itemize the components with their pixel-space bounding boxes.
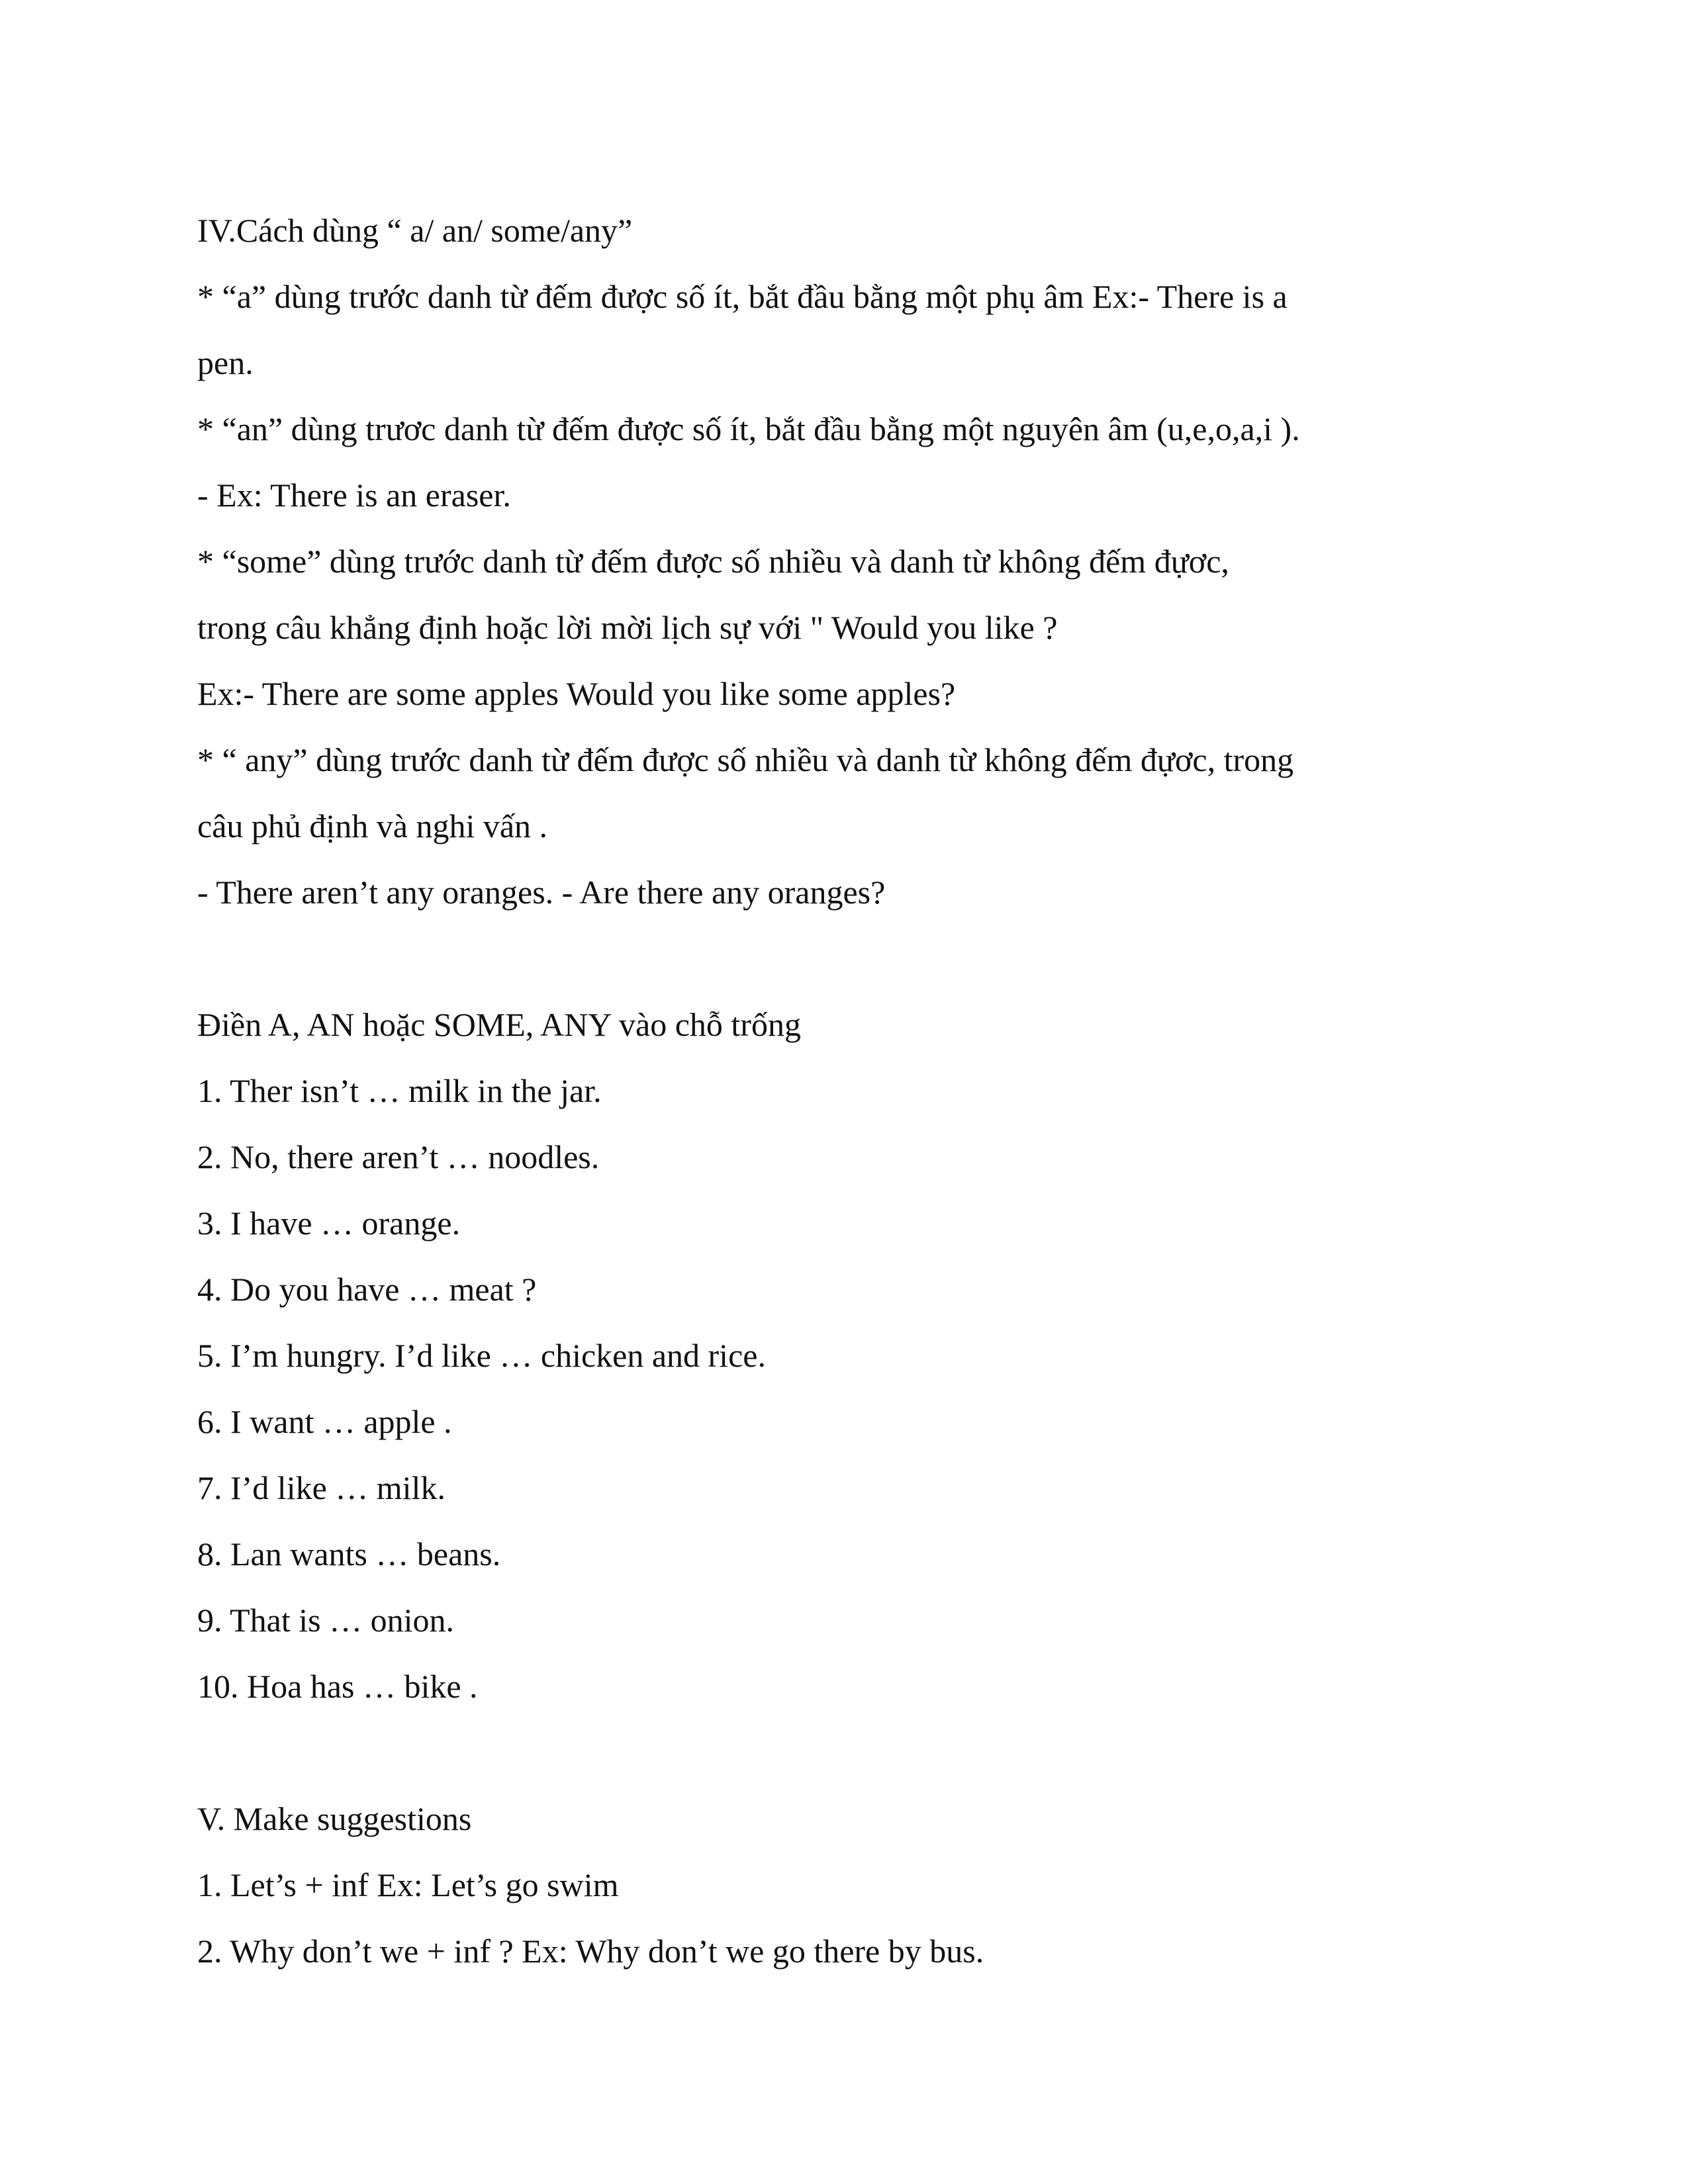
section-v-title: V. Make suggestions: [197, 1800, 472, 1837]
exercise-item: 7. I’d like … milk.: [197, 1469, 445, 1506]
document-body: [197, 197, 1495, 1984]
any-rule-line-1: * “ any” dùng trước danh từ đếm được số nhiều và danh từ không đếm đựơc, trong: [197, 741, 1294, 778]
paragraph-gap: [197, 1719, 1495, 1786]
any-rule-line-2: câu phủ định và nghi vấn .: [197, 807, 548, 844]
an-example: - Ex: There is an eraser.: [197, 477, 511, 514]
some-example: Ex:- There are some apples Would you like some apples?: [197, 675, 956, 712]
suggestion-item: 2. Why don’t we + inf ? Ex: Why don’t we go there by bus.: [197, 1933, 984, 1970]
exercise-item: 3. I have … orange.: [197, 1205, 461, 1242]
paragraph-gap: [197, 925, 1495, 991]
exercise-item: 5. I’m hungry. I’d like … chicken and rice.: [197, 1337, 766, 1374]
section-iv-title: IV.Cách dùng “ a/ an/ some/any”: [197, 212, 633, 249]
any-example: - There aren’t any oranges. - Are there any oranges?: [197, 874, 886, 911]
exercise-item: 1. Ther isn’t … milk in the jar.: [197, 1072, 602, 1109]
exercise-item: 6. I want … apple .: [197, 1403, 452, 1440]
a-rule-line-2: pen.: [197, 344, 254, 381]
some-rule-line-2: trong câu khẳng định hoặc lời mời lịch sự với " Would you like ?: [197, 609, 1058, 646]
exercise-title: Điền A, AN hoặc SOME, ANY vào chỗ trống: [197, 1006, 801, 1043]
exercise-item: 4. Do you have … meat ?: [197, 1271, 537, 1308]
exercise-item: 10. Hoa has … bike .: [197, 1668, 478, 1705]
some-rule-line-1: * “some” dùng trước danh từ đếm được số nhiều và danh từ không đếm đựơc,: [197, 543, 1229, 580]
a-rule-line-1: * “a” dùng trước danh từ đếm được số ít, bắt đầu bằng một phụ âm Ex:- There is a: [197, 278, 1288, 315]
exercise-item: 9. That is … onion.: [197, 1602, 454, 1639]
exercise-item: 2. No, there aren’t … noodles.: [197, 1138, 600, 1175]
an-rule: * “an” dùng trươc danh từ đếm được số ít, bắt đầu bằng một nguyên âm (u,e,o,a,i ).: [197, 410, 1300, 447]
suggestion-item: 1. Let’s + inf Ex: Let’s go swim: [197, 1866, 619, 1903]
exercise-item: 8. Lan wants … beans.: [197, 1535, 501, 1572]
